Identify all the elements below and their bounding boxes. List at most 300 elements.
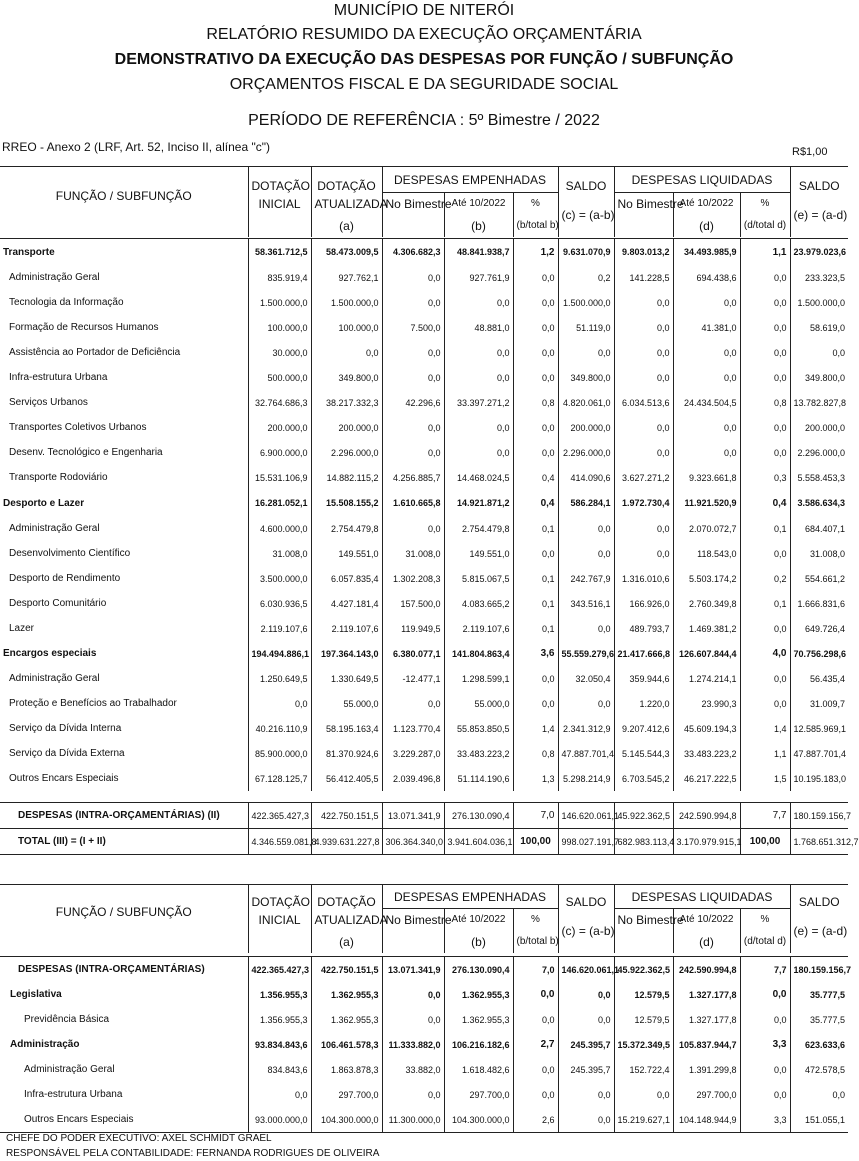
col2-b-total: (b/total b) bbox=[513, 931, 558, 953]
row-value: 472.578,5 bbox=[790, 1057, 848, 1082]
col2-empenhadas: DESPESAS EMPENHADAS bbox=[382, 885, 558, 909]
col-empenhadas: DESPESAS EMPENHADAS bbox=[382, 167, 558, 193]
row-label: Serviço da Dívida Interna bbox=[9, 723, 122, 734]
row-value: 104.300.000,0 bbox=[311, 1107, 382, 1133]
row-value: 45.609.194,3 bbox=[673, 716, 740, 741]
row-label: Administração Geral bbox=[9, 673, 100, 684]
row-value: 0,1 bbox=[513, 566, 558, 591]
row-value: 349.800,0 bbox=[790, 365, 848, 390]
row-value: 38.217.332,3 bbox=[311, 390, 382, 415]
row-value: 233.323,5 bbox=[790, 265, 848, 290]
executive-chief: CHEFE DO PODER EXECUTIVO: AXEL SCHMIDT GRAEL bbox=[6, 1133, 272, 1144]
row-value: 67.128.125,7 bbox=[248, 766, 311, 791]
row-value: 180.159.156,7 bbox=[790, 957, 848, 983]
col2-e: (e) = (a-d) bbox=[790, 909, 848, 953]
row-value: 56.435,4 bbox=[790, 666, 848, 691]
row-value: 0,0 bbox=[614, 440, 673, 465]
row-label: Administração Geral bbox=[9, 272, 100, 283]
row-value: 0,0 bbox=[382, 1007, 444, 1032]
row-value: 586.284,1 bbox=[558, 490, 614, 516]
row-value: 104.300.000,0 bbox=[444, 1107, 513, 1133]
col2-ate-2022: Até 10/2022 bbox=[444, 909, 513, 931]
row-value: 834.843,6 bbox=[248, 1057, 311, 1082]
row-value: 141.804.863,4 bbox=[444, 641, 513, 666]
col2-funcao: FUNÇÃO / SUBFUNÇÃO bbox=[55, 905, 192, 919]
row-value: 1,1 bbox=[740, 741, 790, 766]
col2-dotacao-inicial-2: INICIAL bbox=[248, 909, 311, 931]
row-value: 623.633,6 bbox=[790, 1032, 848, 1057]
col-liquidadas: DESPESAS LIQUIDADAS bbox=[614, 167, 790, 193]
row-value: 1,4 bbox=[740, 716, 790, 741]
row-value: 31.008,0 bbox=[382, 541, 444, 566]
row-value: 1.362.955,3 bbox=[444, 1007, 513, 1032]
subfunction-row bbox=[0, 1107, 848, 1133]
subfunction-row bbox=[0, 415, 848, 440]
row-value: 0,2 bbox=[558, 265, 614, 290]
col-b: (b) bbox=[444, 215, 513, 237]
row-value: 1.274.214,1 bbox=[673, 666, 740, 691]
row-value: 40.216.110,9 bbox=[248, 716, 311, 741]
row-value: 422.750.151,5 bbox=[311, 957, 382, 983]
row-value: 13.071.341,9 bbox=[382, 957, 444, 983]
row-value: 0,0 bbox=[444, 365, 513, 390]
row-value: 3.586.634,3 bbox=[790, 490, 848, 516]
row-value: 85.900.000,0 bbox=[248, 741, 311, 766]
row-value: 0,0 bbox=[558, 1082, 614, 1107]
subfunction-row bbox=[0, 716, 848, 741]
col2-saldo2: SALDO bbox=[790, 885, 848, 909]
row-value: 0,0 bbox=[673, 290, 740, 315]
row-value: 55.559.279,6 bbox=[558, 641, 614, 666]
function-row bbox=[0, 641, 848, 666]
row-value: 276.130.090,4 bbox=[444, 803, 513, 829]
function-row bbox=[0, 982, 848, 1007]
row-value: 500.000,0 bbox=[248, 365, 311, 390]
row-value: 0,1 bbox=[740, 591, 790, 616]
row-value: 100,00 bbox=[513, 829, 558, 855]
row-value: 100,00 bbox=[740, 829, 790, 855]
row-value: 0,0 bbox=[740, 691, 790, 716]
row-value: 297.700,0 bbox=[311, 1082, 382, 1107]
row-value: 15.219.627,1 bbox=[614, 1107, 673, 1133]
row-value: 0,1 bbox=[513, 591, 558, 616]
row-value: 0,0 bbox=[513, 265, 558, 290]
row-value: 1.356.955,3 bbox=[248, 982, 311, 1007]
row-value: 0,0 bbox=[382, 691, 444, 716]
row-value: 0,0 bbox=[740, 290, 790, 315]
row-value: 2.119.107,6 bbox=[248, 616, 311, 641]
row-label: TOTAL (III) = (I + II) bbox=[0, 829, 248, 855]
row-value: 276.130.090,4 bbox=[444, 957, 513, 983]
col2-dotacao-inicial-1: DOTAÇÃO bbox=[248, 885, 311, 909]
row-value: 11.333.882,0 bbox=[382, 1032, 444, 1057]
row-value: 0,0 bbox=[790, 340, 848, 365]
col2-d-total: (d/total d) bbox=[740, 931, 790, 953]
row-value: 146.620.061,1 bbox=[558, 803, 614, 829]
row-value: 35.777,5 bbox=[790, 1007, 848, 1032]
row-value: 3.941.604.036,1 bbox=[444, 829, 513, 855]
row-value: 245.395,7 bbox=[558, 1032, 614, 1057]
row-value: 0,0 bbox=[614, 1082, 673, 1107]
row-value: 14.882.115,2 bbox=[311, 465, 382, 490]
row-value: 0,0 bbox=[740, 982, 790, 1007]
row-value: 343.516,1 bbox=[558, 591, 614, 616]
col2-c: (c) = (a-b) bbox=[558, 909, 614, 953]
row-value: 58.473.009,5 bbox=[311, 239, 382, 266]
second-table-header bbox=[0, 884, 848, 953]
row-value: 1.666.831,6 bbox=[790, 591, 848, 616]
row-value: 0,1 bbox=[513, 616, 558, 641]
row-value: 0,0 bbox=[558, 982, 614, 1007]
subfunction-row bbox=[0, 666, 848, 691]
col-no-bimestre: No Bimestre bbox=[382, 193, 444, 215]
row-value: 15.508.155,2 bbox=[311, 490, 382, 516]
row-value: 0,0 bbox=[614, 340, 673, 365]
row-value: 197.364.143,0 bbox=[311, 641, 382, 666]
row-value: 0,0 bbox=[444, 415, 513, 440]
row-value: 0,0 bbox=[513, 440, 558, 465]
row-value: 46.217.222,5 bbox=[673, 766, 740, 791]
row-value: 31.009,7 bbox=[790, 691, 848, 716]
row-value: 1.327.177,8 bbox=[673, 1007, 740, 1032]
row-value: 0,0 bbox=[558, 516, 614, 541]
row-value: 100.000,0 bbox=[311, 315, 382, 340]
row-value: 2,6 bbox=[513, 1107, 558, 1133]
row-label: Transporte bbox=[3, 246, 55, 258]
row-value: 33.882,0 bbox=[382, 1057, 444, 1082]
row-value: 0,0 bbox=[513, 666, 558, 691]
row-value: 1.327.177,8 bbox=[673, 982, 740, 1007]
row-value: 3.229.287,0 bbox=[382, 741, 444, 766]
row-value: 0,0 bbox=[614, 365, 673, 390]
row-value: 2.070.072,7 bbox=[673, 516, 740, 541]
row-value: 0,0 bbox=[614, 290, 673, 315]
row-label: Desenv. Tecnológico e Engenharia bbox=[9, 447, 163, 458]
col2-b: (b) bbox=[444, 931, 513, 953]
row-label: Administração Geral bbox=[9, 523, 100, 534]
row-value: 0,0 bbox=[740, 1082, 790, 1107]
row-value: 157.500,0 bbox=[382, 591, 444, 616]
col2-pct2: % bbox=[740, 909, 790, 931]
row-value: 0,0 bbox=[513, 691, 558, 716]
row-value: 48.841.938,7 bbox=[444, 239, 513, 266]
row-value: 0,0 bbox=[558, 340, 614, 365]
row-value: 23.979.023,6 bbox=[790, 239, 848, 266]
row-value: 6.030.936,5 bbox=[248, 591, 311, 616]
row-value: 1,1 bbox=[740, 239, 790, 266]
subfunction-row bbox=[0, 1007, 848, 1032]
row-value: 1.356.955,3 bbox=[248, 1007, 311, 1032]
row-value: 31.008,0 bbox=[248, 541, 311, 566]
row-value: 1,2 bbox=[513, 239, 558, 266]
row-value: 0,4 bbox=[513, 465, 558, 490]
row-value: -12.477,1 bbox=[382, 666, 444, 691]
row-value: 6.900.000,0 bbox=[248, 440, 311, 465]
subfunction-row bbox=[0, 691, 848, 716]
row-value: 14.921.871,2 bbox=[444, 490, 513, 516]
row-value: 105.837.944,7 bbox=[673, 1032, 740, 1057]
row-value: 3,3 bbox=[740, 1107, 790, 1133]
row-value: 14.468.024,5 bbox=[444, 465, 513, 490]
row-value: 5.145.544,3 bbox=[614, 741, 673, 766]
col2-a: (a) bbox=[311, 931, 382, 953]
subfunction-row bbox=[0, 440, 848, 465]
row-value: 1.972.730,4 bbox=[614, 490, 673, 516]
row-value: 5.558.453,3 bbox=[790, 465, 848, 490]
row-value: 4.820.061,0 bbox=[558, 390, 614, 415]
row-value: 48.881,0 bbox=[444, 315, 513, 340]
row-value: 51.119,0 bbox=[558, 315, 614, 340]
row-value: 2.754.479,8 bbox=[311, 516, 382, 541]
row-value: 2.760.349,8 bbox=[673, 591, 740, 616]
col-ate-2022: Até 10/2022 bbox=[444, 193, 513, 215]
row-value: 2.119.107,6 bbox=[311, 616, 382, 641]
row-value: 30.000,0 bbox=[248, 340, 311, 365]
col-funcao: FUNÇÃO / SUBFUNÇÃO bbox=[55, 189, 192, 203]
row-value: 2.039.496,8 bbox=[382, 766, 444, 791]
col-c: (c) = (a-b) bbox=[558, 193, 614, 237]
row-value: 7,7 bbox=[740, 803, 790, 829]
currency-unit: R$1,00 bbox=[792, 146, 828, 158]
col-d-total: (d/total d) bbox=[740, 215, 790, 237]
main-table-body bbox=[0, 238, 848, 791]
row-value: 0,0 bbox=[513, 365, 558, 390]
row-value: 1.362.955,3 bbox=[311, 1007, 382, 1032]
row-value: 6.057.835,4 bbox=[311, 566, 382, 591]
row-value: 0,8 bbox=[513, 390, 558, 415]
intra-budget-row bbox=[0, 803, 848, 829]
subfunction-row bbox=[0, 616, 848, 641]
row-value: 0,0 bbox=[513, 340, 558, 365]
row-value: 0,0 bbox=[614, 315, 673, 340]
row-value: 1.220,0 bbox=[614, 691, 673, 716]
row-value: 51.114.190,6 bbox=[444, 766, 513, 791]
subfunction-row bbox=[0, 465, 848, 490]
function-row bbox=[0, 490, 848, 516]
row-label: Serviços Urbanos bbox=[9, 397, 88, 408]
row-value: 6.034.513,6 bbox=[614, 390, 673, 415]
row-value: 9.803.013,2 bbox=[614, 239, 673, 266]
row-value: 100.000,0 bbox=[248, 315, 311, 340]
row-value: 4.346.559.081,8 bbox=[248, 829, 311, 855]
row-label: Desporto Comunitário bbox=[9, 598, 107, 609]
row-value: 1,4 bbox=[513, 716, 558, 741]
col-b-total: (b/total b) bbox=[513, 215, 558, 237]
row-value: 0,0 bbox=[558, 616, 614, 641]
row-value: 6.380.077,1 bbox=[382, 641, 444, 666]
row-value: 0,0 bbox=[513, 1082, 558, 1107]
row-value: 349.800,0 bbox=[311, 365, 382, 390]
row-label: Administração Geral bbox=[24, 1064, 115, 1075]
row-value: 0,4 bbox=[513, 490, 558, 516]
subfunction-row bbox=[0, 591, 848, 616]
row-value: 0,0 bbox=[740, 666, 790, 691]
annex-label: RREO - Anexo 2 (LRF, Art. 52, Inciso II, alínea "c") bbox=[2, 140, 270, 154]
row-value: 41.381,0 bbox=[673, 315, 740, 340]
row-value: 694.438,6 bbox=[673, 265, 740, 290]
row-value: 4.306.682,3 bbox=[382, 239, 444, 266]
row-value: 5.503.174,2 bbox=[673, 566, 740, 591]
row-value: 0,0 bbox=[382, 440, 444, 465]
row-value: 0,0 bbox=[673, 340, 740, 365]
row-value: 1.298.599,1 bbox=[444, 666, 513, 691]
row-value: 81.370.924,6 bbox=[311, 741, 382, 766]
row-value: 58.361.712,5 bbox=[248, 239, 311, 266]
row-value: 15.372.349,5 bbox=[614, 1032, 673, 1057]
subfunction-row bbox=[0, 566, 848, 591]
row-value: 0,0 bbox=[614, 516, 673, 541]
col2-d: (d) bbox=[673, 931, 740, 953]
row-value: 1.768.651.312,7 bbox=[790, 829, 848, 855]
subfunction-row bbox=[0, 340, 848, 365]
row-value: 146.620.061,1 bbox=[558, 957, 614, 983]
row-label: Proteção e Benefícios ao Trabalhador bbox=[9, 698, 177, 709]
row-value: 649.726,4 bbox=[790, 616, 848, 641]
row-value: 0,0 bbox=[382, 415, 444, 440]
row-value: 242.590.994,8 bbox=[673, 803, 740, 829]
row-value: 0,0 bbox=[248, 691, 311, 716]
row-label: Encargos especiais bbox=[3, 648, 97, 659]
row-value: 56.412.405,5 bbox=[311, 766, 382, 791]
row-value: 2,7 bbox=[513, 1032, 558, 1057]
row-value: 4.939.631.227,8 bbox=[311, 829, 382, 855]
row-value: 2.341.312,9 bbox=[558, 716, 614, 741]
row-value: 245.395,7 bbox=[558, 1057, 614, 1082]
row-value: 0,0 bbox=[513, 1057, 558, 1082]
row-value: 0,0 bbox=[740, 541, 790, 566]
row-value: 3,3 bbox=[740, 1032, 790, 1057]
row-value: 359.944,6 bbox=[614, 666, 673, 691]
row-value: 1.250.649,5 bbox=[248, 666, 311, 691]
subfunction-row bbox=[0, 516, 848, 541]
row-value: 0,0 bbox=[382, 365, 444, 390]
row-value: 58.195.163,4 bbox=[311, 716, 382, 741]
row-value: 0,1 bbox=[513, 516, 558, 541]
col-pct: % bbox=[513, 193, 558, 215]
row-value: 0,0 bbox=[513, 415, 558, 440]
row-value: 0,0 bbox=[614, 541, 673, 566]
row-value: 1.618.482,6 bbox=[444, 1057, 513, 1082]
row-value: 1.362.955,3 bbox=[311, 982, 382, 1007]
subfunction-row bbox=[0, 390, 848, 415]
subfunction-row bbox=[0, 290, 848, 315]
row-label: Administração bbox=[10, 1039, 80, 1050]
col-dotacao-atualizada-2: ATUALIZADA bbox=[311, 193, 382, 215]
reference-period: PERÍODO DE REFERÊNCIA : 5º Bimestre / 2022 bbox=[248, 112, 600, 129]
row-value: 4,0 bbox=[740, 641, 790, 666]
row-value: 13.782.827,8 bbox=[790, 390, 848, 415]
row-label: Outros Encars Especiais bbox=[9, 773, 119, 784]
row-value: 0,0 bbox=[444, 440, 513, 465]
subfunction-row bbox=[0, 265, 848, 290]
row-value: 15.531.106,9 bbox=[248, 465, 311, 490]
row-value: 33.483.223,2 bbox=[444, 741, 513, 766]
row-value: 242.767,9 bbox=[558, 566, 614, 591]
row-value: 1.500.000,0 bbox=[248, 290, 311, 315]
row-value: 33.397.271,2 bbox=[444, 390, 513, 415]
row-value: 93.000.000,0 bbox=[248, 1107, 311, 1133]
row-value: 55.000,0 bbox=[311, 691, 382, 716]
col2-no-bimestre: No Bimestre bbox=[382, 909, 444, 931]
row-value: 106.461.578,3 bbox=[311, 1032, 382, 1057]
row-value: 200.000,0 bbox=[558, 415, 614, 440]
row-value: 7,7 bbox=[740, 957, 790, 983]
row-value: 11.300.000,0 bbox=[382, 1107, 444, 1133]
row-value: 9.323.661,8 bbox=[673, 465, 740, 490]
row-value: 927.762,1 bbox=[311, 265, 382, 290]
subfunction-row bbox=[0, 741, 848, 766]
row-value: 242.590.994,8 bbox=[673, 957, 740, 983]
row-value: 35.777,5 bbox=[790, 982, 848, 1007]
row-label: Formação de Recursos Humanos bbox=[9, 322, 159, 333]
row-value: 0,0 bbox=[614, 415, 673, 440]
row-value: 489.793,7 bbox=[614, 616, 673, 641]
row-value: 119.949,5 bbox=[382, 616, 444, 641]
row-value: 7.500,0 bbox=[382, 315, 444, 340]
row-label: DESPESAS (INTRA-ORÇAMENTÁRIAS) bbox=[18, 964, 205, 975]
row-value: 0,3 bbox=[740, 465, 790, 490]
row-value: 0,0 bbox=[382, 340, 444, 365]
row-value: 0,0 bbox=[740, 315, 790, 340]
row-value: 422.365.427,3 bbox=[248, 803, 311, 829]
col-ate-2022-2: Até 10/2022 bbox=[673, 193, 740, 215]
row-value: 0,0 bbox=[740, 340, 790, 365]
function-row bbox=[0, 1032, 848, 1057]
row-value: 4.600.000,0 bbox=[248, 516, 311, 541]
row-value: 0,8 bbox=[513, 741, 558, 766]
row-value: 0,4 bbox=[740, 490, 790, 516]
main-table-header bbox=[0, 166, 848, 237]
row-value: 4.083.665,2 bbox=[444, 591, 513, 616]
col-saldo2: SALDO bbox=[790, 167, 848, 193]
row-value: 166.926,0 bbox=[614, 591, 673, 616]
accounting-responsible: RESPONSÁVEL PELA CONTABILIDADE: FERNANDA RODRIGUES DE OLIVEIRA bbox=[6, 1148, 380, 1159]
row-value: 6.703.545,2 bbox=[614, 766, 673, 791]
row-value: 0,0 bbox=[382, 516, 444, 541]
row-label: Infra-estrutura Urbana bbox=[24, 1089, 123, 1100]
row-label: Desporto de Rendimento bbox=[9, 573, 121, 584]
row-value: 1,3 bbox=[513, 766, 558, 791]
row-value: 149.551,0 bbox=[311, 541, 382, 566]
col-saldo: SALDO bbox=[558, 167, 614, 193]
row-label: Legislativa bbox=[10, 989, 62, 1000]
col-a: (a) bbox=[311, 215, 382, 237]
row-label: Transportes Coletivos Urbanos bbox=[9, 422, 147, 433]
row-value: 200.000,0 bbox=[790, 415, 848, 440]
row-value: 0,0 bbox=[444, 290, 513, 315]
row-value: 0,0 bbox=[558, 1007, 614, 1032]
row-value: 1.500.000,0 bbox=[311, 290, 382, 315]
row-value: 0,0 bbox=[740, 616, 790, 641]
col-dotacao-inicial-1: DOTAÇÃO bbox=[248, 167, 311, 193]
row-value: 9.631.070,9 bbox=[558, 239, 614, 266]
subfunction-row bbox=[0, 365, 848, 390]
row-value: 306.364.340,0 bbox=[382, 829, 444, 855]
second-table-body bbox=[0, 956, 852, 1133]
row-value: 12.579,5 bbox=[614, 1007, 673, 1032]
row-value: 998.027.191,7 bbox=[558, 829, 614, 855]
row-label: Lazer bbox=[9, 623, 35, 634]
row-label: Tecnologia da Informação bbox=[9, 297, 124, 308]
col2-saldo: SALDO bbox=[558, 885, 614, 909]
row-value: 5.815.067,5 bbox=[444, 566, 513, 591]
row-value: 3.500.000,0 bbox=[248, 566, 311, 591]
row-value: 55.853.850,5 bbox=[444, 716, 513, 741]
row-value: 16.281.052,1 bbox=[248, 490, 311, 516]
row-value: 0,0 bbox=[382, 1082, 444, 1107]
total-row bbox=[0, 829, 848, 855]
row-value: 12.585.969,1 bbox=[790, 716, 848, 741]
